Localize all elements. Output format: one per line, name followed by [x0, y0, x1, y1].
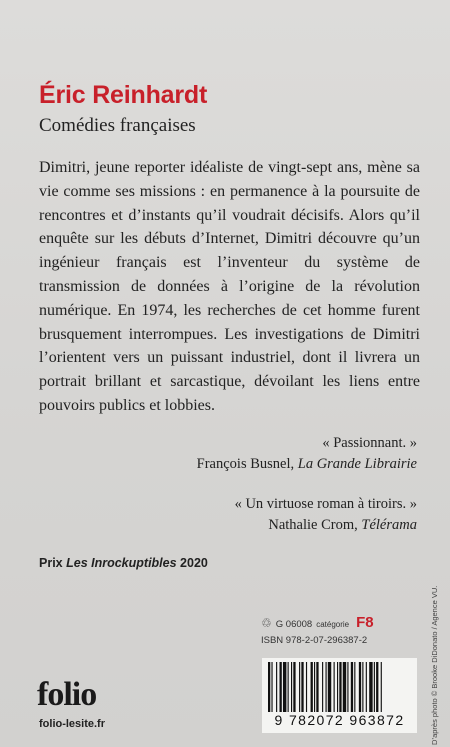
barcode-digits: 9 782072 963872: [274, 712, 405, 728]
barcode-bar: [316, 662, 318, 712]
author-name: Éric Reinhardt: [39, 81, 208, 109]
barcode-bar: [366, 662, 367, 712]
quote-media: La Grande Librairie: [297, 456, 417, 472]
category-label: catégorie: [316, 620, 350, 629]
quote-text: « Passionnant. »: [322, 435, 417, 451]
barcode-bar: [354, 662, 355, 712]
barcode-bar: [376, 662, 378, 712]
barcode-bar: [291, 662, 292, 712]
isbn: ISBN 978-2-07-296387-2: [261, 635, 368, 646]
publisher-site: folio-lesite.fr: [39, 718, 106, 730]
prize-prefix: Prix: [39, 556, 67, 570]
publisher-logo: folio: [37, 676, 97, 713]
barcode: [262, 658, 417, 733]
book-title: Comédies françaises: [39, 115, 196, 136]
barcode-bar: [280, 662, 282, 712]
barcode-bar: [301, 662, 303, 712]
barcode-bars: [268, 662, 411, 712]
barcode-bar: [337, 662, 338, 712]
barcode-bar: [359, 662, 361, 712]
barcode-bar: [339, 662, 341, 712]
quote-author: François Busnel,: [196, 456, 298, 472]
barcode-bar: [347, 662, 348, 712]
barcode-bar: [343, 662, 346, 712]
photo-credit: D’après photo © Brooke DiDonato / Agence VU.: [430, 585, 439, 745]
prize-year: 2020: [176, 556, 208, 570]
quote-media: Télérama: [361, 517, 417, 533]
prize-name: Les Inrockuptibles: [66, 556, 177, 570]
barcode-bar: [326, 662, 327, 712]
product-codes: [261, 614, 421, 646]
barcode-bar: [328, 662, 331, 712]
barcode-bar: [351, 662, 353, 712]
barcode-bar: [306, 662, 307, 712]
barcode-bar: [369, 662, 372, 712]
prize-line: [39, 556, 208, 570]
barcode-bar: [288, 662, 289, 712]
quote-source: [197, 454, 417, 475]
press-quote-1: [197, 433, 417, 475]
barcode-bar: [334, 662, 335, 712]
barcode-bar: [276, 662, 277, 712]
barcode-bar: [362, 662, 363, 712]
barcode-bar: [283, 662, 286, 712]
quote-author: Nathalie Crom,: [268, 517, 362, 533]
barcode-bar: [311, 662, 313, 712]
quote-text: « Un virtuose roman à tiroirs. »: [234, 496, 417, 512]
category-code: F8: [356, 614, 374, 631]
barcode-bar: [381, 662, 382, 712]
barcode-bar: [293, 662, 295, 712]
book-blurb: Dimitri, jeune reporter idéaliste de vingt-sept ans, mène sa vie comme ses missions : en permanence à la poursuite de rencontres et d’instants qu’il voudrait décisifs. Alors qu’il enquête sur les débuts d’Internet, Dimitri découvre qu’un ingénieur français est l’inventeur du système de transmission de données à l’origine de la révolution numérique. En 1974, les recherches de cet homme furent brusquement interrompues. Les investigations de Dimitri l’orientent vers un puissant industriel, dont il livrera un portrait brillant et sarcastique, dévoilant les liens entre pouvoirs publics et lobbies.: [39, 159, 420, 414]
product-code: G 06008: [275, 619, 313, 630]
barcode-bar: [322, 662, 323, 712]
barcode-bar: [299, 662, 300, 712]
recycle-icon: ♲: [261, 616, 272, 630]
barcode-bar: [314, 662, 315, 712]
barcode-bar: [271, 662, 272, 712]
barcode-bar: [374, 662, 375, 712]
quote-source: [235, 515, 417, 536]
press-quote-2: [235, 494, 417, 536]
barcode-bar: [268, 662, 270, 712]
